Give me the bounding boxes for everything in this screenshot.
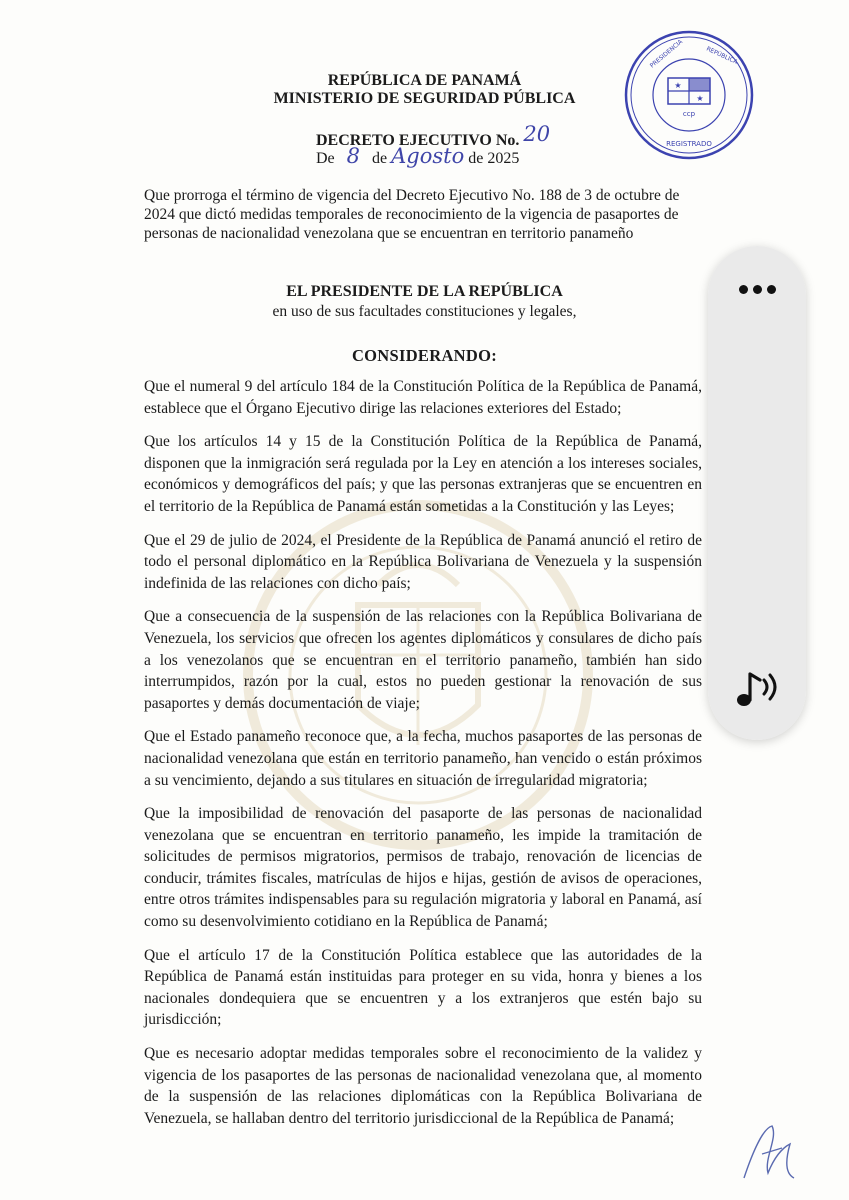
paragraph: Que el 29 de julio de 2024, el Presidente de la República de Panamá anunció el retiro de todo el personal diplomático en la República Bolivariana de Venezuela y la suspensión indefinida de las relaciones con dicho país; bbox=[144, 531, 702, 592]
more-horizontal-icon bbox=[767, 285, 776, 294]
decree-label: DECRETO EJECUTIVO No. bbox=[316, 132, 520, 149]
ministry-name: MINISTERIO DE SEGURIDAD PÚBLICA bbox=[273, 90, 576, 107]
more-options-button[interactable] bbox=[732, 272, 782, 306]
paragraph: Que a consecuencia de la suspensión de las relaciones con la República Bolivariana de Venezuela, los servicios que ofrecen los agentes diplomáticos y consulares de dicho país a los venezolanos que se encuentran en el territorio panameño, también han sido interrumpidos, razón por la cual, estos no pueden gestionar la renovación de sus pasaportes y demás documentación de viaje; bbox=[144, 608, 702, 712]
paragraph: Que es necesario adoptar medidas temporales sobre el reconocimiento de la validez y vigencia de los pasaportes de las personas de nacionalidad venezolana que, al momento de la suspensión de las relaciones diplomáticas con la República Bolivariana de Venezuela, se hallaban dentro del territorio jurisdiccional de la República de Panamá; bbox=[144, 1045, 702, 1127]
decree-number: 20 bbox=[523, 122, 551, 146]
date-day: 8 bbox=[346, 144, 361, 168]
president-subtitle: en uso de sus facultades constituciones y legales, bbox=[272, 303, 577, 320]
paragraph: Que el artículo 17 de la Constitución Política establece que las autoridades de la República de Panamá están instituidas para proteger en su vida, honra y bienes a los nacionales dondequiera que se encuentren y a los extranjeros que estén bajo su jurisdicción; bbox=[144, 946, 702, 1029]
considerando-paragraphs bbox=[144, 376, 702, 1141]
svg-text:★: ★ bbox=[674, 81, 682, 90]
paragraph: Que el Estado panameño reconoce que, a la fecha, muchos pasaportes de las personas de nacionalidad venezolana que están en territorio panameño, han vencido o están próximos a su vencimiento, dejando a sus titulares en situación de irregularidad migratoria; bbox=[144, 728, 702, 789]
paragraph: Que el numeral 9 del artículo 184 de la Constitución Política de la República de Panamá, establece que el Órgano Ejecutivo dirige las relaciones exteriores del Estado; bbox=[144, 378, 702, 417]
signature bbox=[734, 1118, 814, 1188]
svg-text:REPÚBLICA: REPÚBLICA bbox=[705, 45, 739, 66]
more-horizontal-icon bbox=[739, 285, 748, 294]
paragraph: Que la imposibilidad de renovación del pasaporte de las personas de nacionalidad venezolana que se encuentran en territorio panameño, les impide la tramitación de solicitudes de permisos migratorios, permisos de trabajo, renovación de licencias de conducir, trámites fiscales, matrículas de hijos e hijas, gestión de avisos de operaciones, entre otros trámites indispensables para su regulación migratoria y laboral en Panamá, así como su desenvolvimiento cotidiano en la República de Panamá; bbox=[144, 805, 702, 931]
document-header bbox=[0, 72, 849, 108]
svg-text:★: ★ bbox=[696, 94, 704, 103]
date-month: Agosto bbox=[391, 144, 465, 168]
audio-note-icon bbox=[726, 656, 788, 718]
date-year: de 2025 bbox=[468, 150, 520, 167]
country-name: REPÚBLICA DE PANAMÁ bbox=[327, 72, 522, 89]
svg-text:REGISTRADO: REGISTRADO bbox=[666, 140, 712, 148]
read-aloud-button[interactable] bbox=[726, 656, 788, 718]
date-de: de bbox=[372, 150, 388, 167]
considerando-heading: CONSIDERANDO: bbox=[351, 346, 498, 365]
decree-summary: Que prorroga el término de vigencia del Decreto Ejecutivo No. 188 de 3 de octubre de 2024 que dictó medidas temporales de reconocimiento de la vigencia de pasaportes de personas de nacionalidad venezolana que se encuentran en territorio panameño bbox=[144, 187, 680, 242]
svg-text:PRESIDENCIA: PRESIDENCIA bbox=[648, 38, 685, 70]
date-prefix: De bbox=[316, 150, 335, 167]
more-horizontal-icon bbox=[753, 285, 762, 294]
paragraph: Que los artículos 14 y 15 de la Constitución Política de la República de Panamá, disponen que la inmigración será regulada por la Ley en atención a los intereses sociales, económicos y demográficos del país; y que las personas extranjeras que se encuentren en el territorio de la República de Panamá están sometidas a la Constitución y las Leyes; bbox=[144, 433, 702, 515]
svg-text:ccp: ccp bbox=[682, 110, 696, 118]
president-title: EL PRESIDENTE DE LA REPÚBLICA bbox=[286, 283, 563, 300]
decree-date bbox=[316, 144, 519, 168]
floating-toolbar bbox=[708, 246, 806, 740]
